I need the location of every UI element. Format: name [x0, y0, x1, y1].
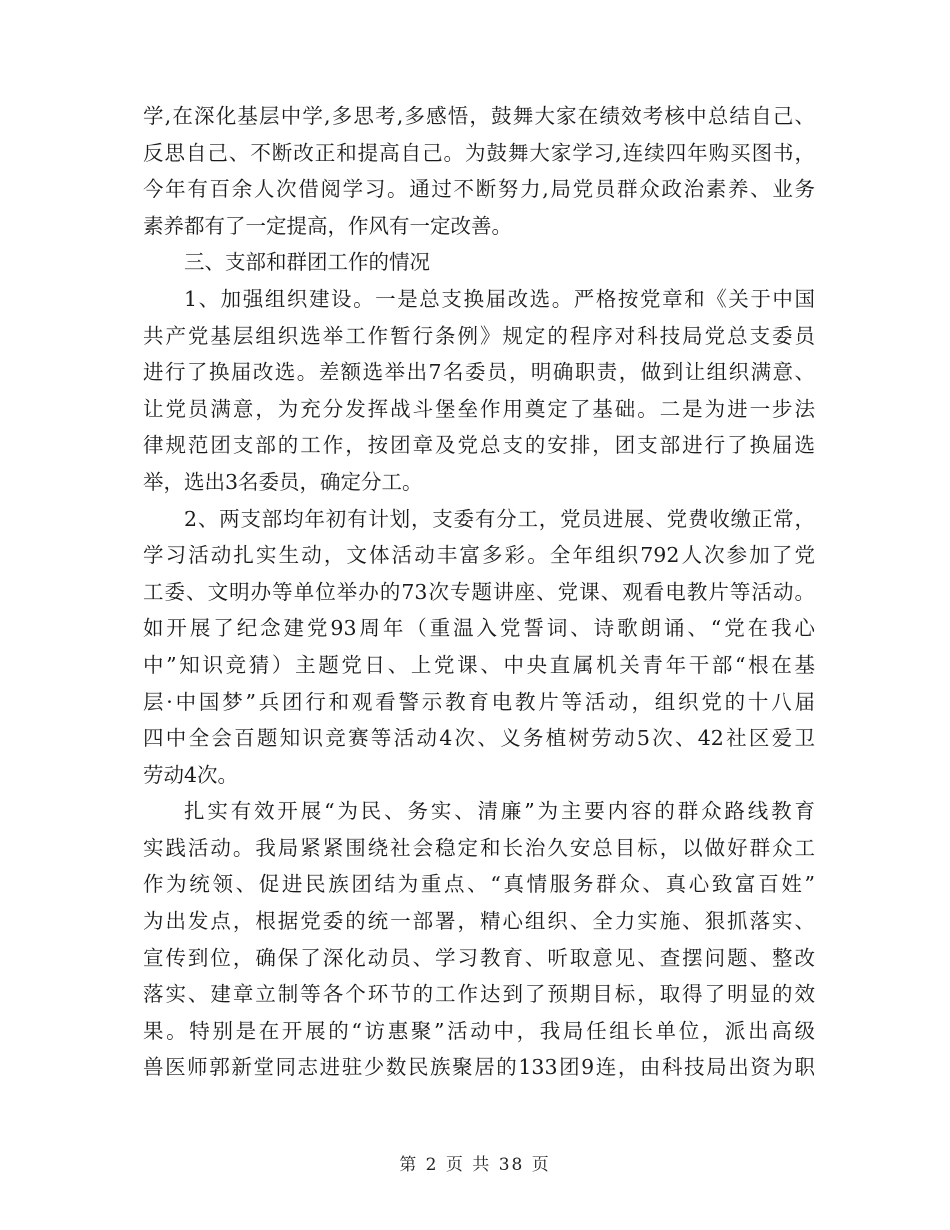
page-number-footer: 第 2 页 共 38 页	[399, 1155, 551, 1175]
text-line: 学习活动扎实生动，文体活动丰富多彩。全年组织792人次参加了党	[143, 543, 815, 568]
text-line: 让党员满意，为充分发挥战斗堡垒作用奠定了基础。二是为进一步法	[143, 396, 815, 421]
text-line: 进行了换届改选。差额选举出7名委员，明确职责，做到让组织满意、	[143, 360, 815, 385]
text-line: 劳动4次。	[143, 762, 239, 787]
document-body	[143, 98, 815, 1086]
section-heading: 三、支部和群团工作的情况	[184, 250, 430, 275]
text-line: 落实、建章立制等各个环节的工作达到了预期目标，取得了明显的效	[143, 982, 815, 1007]
text-line: 四中全会百题知识竞赛等活动4次、义务植树劳动5次、42社区爱卫	[143, 726, 815, 751]
text-line: 学,在深化基层中学,多思考,多感悟，鼓舞大家在绩效考核中总结自己、	[143, 104, 815, 128]
text-line: 果。特别是在开展的“访惠聚”活动中，我局任组长单位，派出高级	[143, 1018, 815, 1043]
text-line: 宣传到位，确保了深化动员、学习教育、听取意见、查摆问题、整改	[143, 945, 815, 970]
text-line: 共产党基层组织选举工作暂行条例》规定的程序对科技局党总支委员	[143, 323, 815, 348]
text-line: 素养都有了一定提高，作风有一定改善。	[143, 213, 512, 238]
text-line: 实践活动。我局紧紧围绕社会稳定和长治久安总目标，以做好群众工	[143, 835, 815, 860]
text-line: 兽医师郭新堂同志进驻少数民族聚居的133团9连，由科技局出资为职	[143, 1055, 815, 1080]
text-line: 中”知识竞猜）主题党日、上党课、中央直属机关青年干部“根在基	[143, 652, 815, 677]
text-line: 如开展了纪念建党93周年（重温入党誓词、诗歌朗诵、“党在我心	[143, 616, 815, 641]
text-line: 反思自己、不断改正和提高自己。为鼓舞大家学习,连续四年购买图书，	[143, 140, 815, 165]
text-line: 2、两支部均年初有计划，支委有分工，党员进展、党费收缴正常，	[184, 506, 815, 531]
text-line: 1、加强组织建设。一是总支换届改选。严格按党章和《关于中国	[184, 286, 815, 311]
text-line: 层·中国梦”兵团行和观看警示教育电教片等活动，组织党的十八届	[143, 689, 815, 714]
text-line: 为出发点，根据党委的统一部署，精心组织、全力实施、狠抓落实、	[143, 909, 815, 934]
text-line: 律规范团支部的工作，按团章及党总支的安排，团支部进行了换届选	[143, 433, 815, 458]
text-line: 今年有百余人次借阅学习。通过不断努力,局党员群众政治素养、业务	[143, 177, 815, 202]
text-line: 举，选出3名委员，确定分工。	[143, 469, 423, 494]
text-line: 工委、文明办等单位举办的73次专题讲座、党课、观看电教片等活动。	[143, 579, 815, 604]
text-line: 作为统领、促进民族团结为重点、“真情服务群众、真心致富百姓”	[143, 872, 815, 897]
text-line: 扎实有效开展“为民、务实、清廉”为主要内容的群众路线教育	[184, 799, 815, 824]
